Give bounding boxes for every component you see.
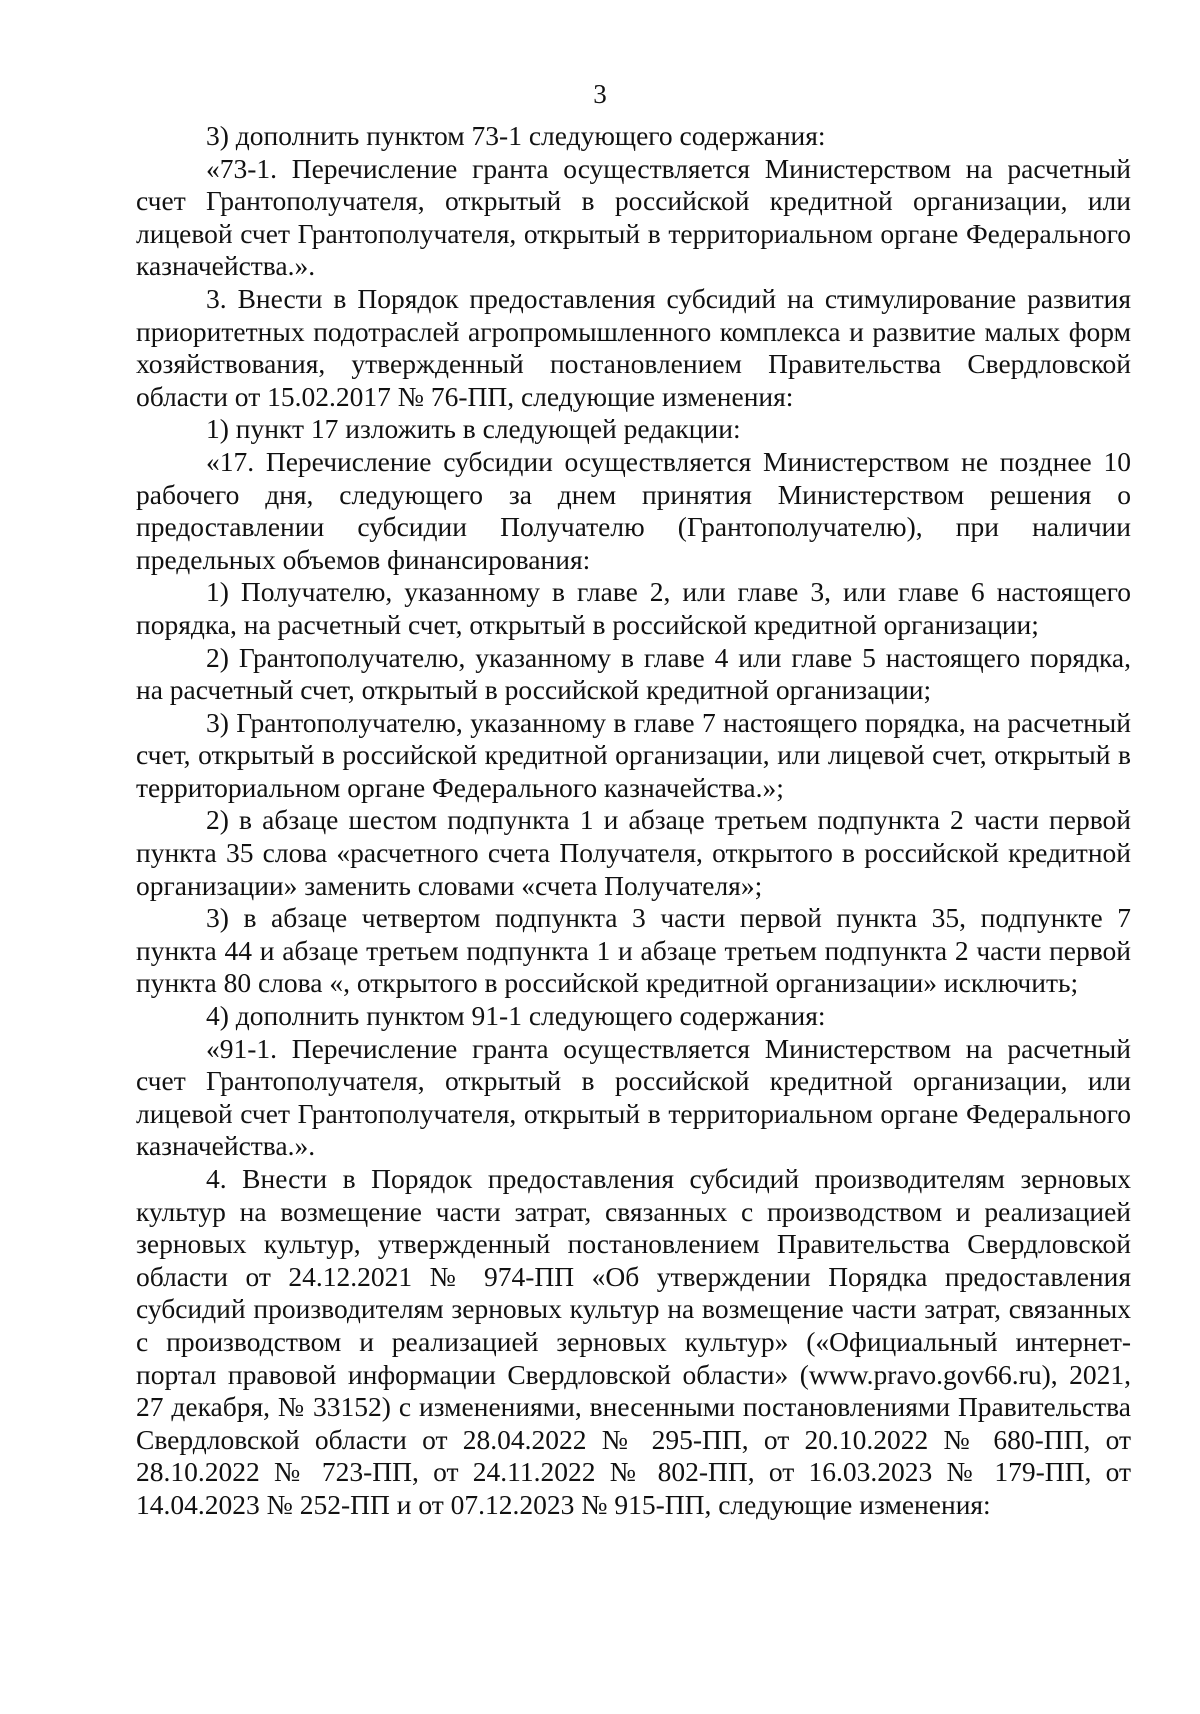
page-number: 3 — [593, 79, 607, 109]
paragraph-1: 3) дополнить пунктом 73-1 следующего содержания: — [206, 120, 826, 151]
paragraph-3: 3. Внести в Порядок предоставления субсидий на стимулирование развития приоритетных подотраслей агропромышленного комплекса и развитие малых форм хозяйствования, утвержденный постановлением Правительства Свердловской области от 15.02.2017 № 76-ПП, следующие изменения: — [136, 282, 1131, 412]
paragraph-7: 2) Грантополучателю, указанному в главе 4 или главе 5 настоящего порядка, на расчетный счет, открытый в российской кредитной организации; — [136, 641, 1131, 706]
paragraph-12: «91-1. Перечисление гранта осуществляется Министерством на расчетный счет Грантополучателя, открытый в российской кредитной организации, или лицевой счет Грантополучателя, открытый в территориальном органе Федерального казначейства.». — [136, 1032, 1131, 1162]
paragraph-9: 2) в абзаце шестом подпункта 1 и абзаце третьем подпункта 2 части первой пункта 35 слова «расчетного счета Получателя, открытого в российской кредитной организации» заменить словами «счета Получателя»; — [136, 804, 1131, 901]
paragraph-11: 4) дополнить пунктом 91-1 следующего содержания: — [206, 1000, 826, 1032]
paragraph-13: 4. Внести в Порядок предоставления субсидий производителям зерновых культур на возмещение части затрат, связанных с производством и реализацией зерновых культур, утвержденный постановлением Правительства Свердловской области от 24.12.2021 № 974-ПП «Об утверждении Порядка предоставления субсидий производителям зерновых культур на возмещение части затрат, связанных с производством и реализацией зерновых культур» («Официальный интернет-портал правовой информации Свердловской области» (www.pravo.gov66.ru), 2021, 27 декабря, № 33152) с изменениями, внесенными постановлениями Правительства Свердловской области от 28.04.2022 № 295-ПП, от 20.10.2022 № 680-ПП, от 28.10.2022 № 723-ПП, от 24.11.2022 № 802-ПП, от 16.03.2023 № 179-ПП, от 14.04.2023 № 252-ПП и от 07.12.2023 № 915-ПП, следующие изменения: — [136, 1163, 1131, 1520]
paragraph-5: «17. Перечисление субсидии осуществляется Министерством не позднее 10 рабочего дня, следующего за днем принятия Министерством решения о предоставлении субсидии Получателю (Грантополучателю), при наличии предельных объемов финансирования: — [136, 445, 1131, 575]
paragraph-2: «73-1. Перечисление гранта осуществляется Министерством на расчетный счет Грантополучателя, открытый в российской кредитной организации, или лицевой счет Грантополучателя, открытый в территориальном органе Федерального казначейства.». — [136, 152, 1131, 282]
paragraph-6: 1) Получателю, указанному в главе 2, или главе 3, или главе 6 настоящего порядка, на расчетный счет, открытый в российской кредитной организации; — [136, 576, 1131, 640]
paragraph-8: 3) Грантополучателю, указанному в главе 7 настоящего порядка, на расчетный счет, открытый в российской кредитной организации, или лицевой счет, открытый в территориальном органе Федерального казначейства.»; — [136, 706, 1131, 803]
document-body — [136, 120, 1131, 1522]
paragraph-4: 1) пункт 17 изложить в следующей редакции: — [206, 413, 741, 445]
paragraph-10: 3) в абзаце четвертом подпункта 3 части первой пункта 35, подпункте 7 пункта 44 и абзаце третьем подпункта 1 и абзаце третьем подпункта 2 части первой пункта 80 слова «, открытого в российской кредитной организации» исключить; — [136, 902, 1131, 999]
